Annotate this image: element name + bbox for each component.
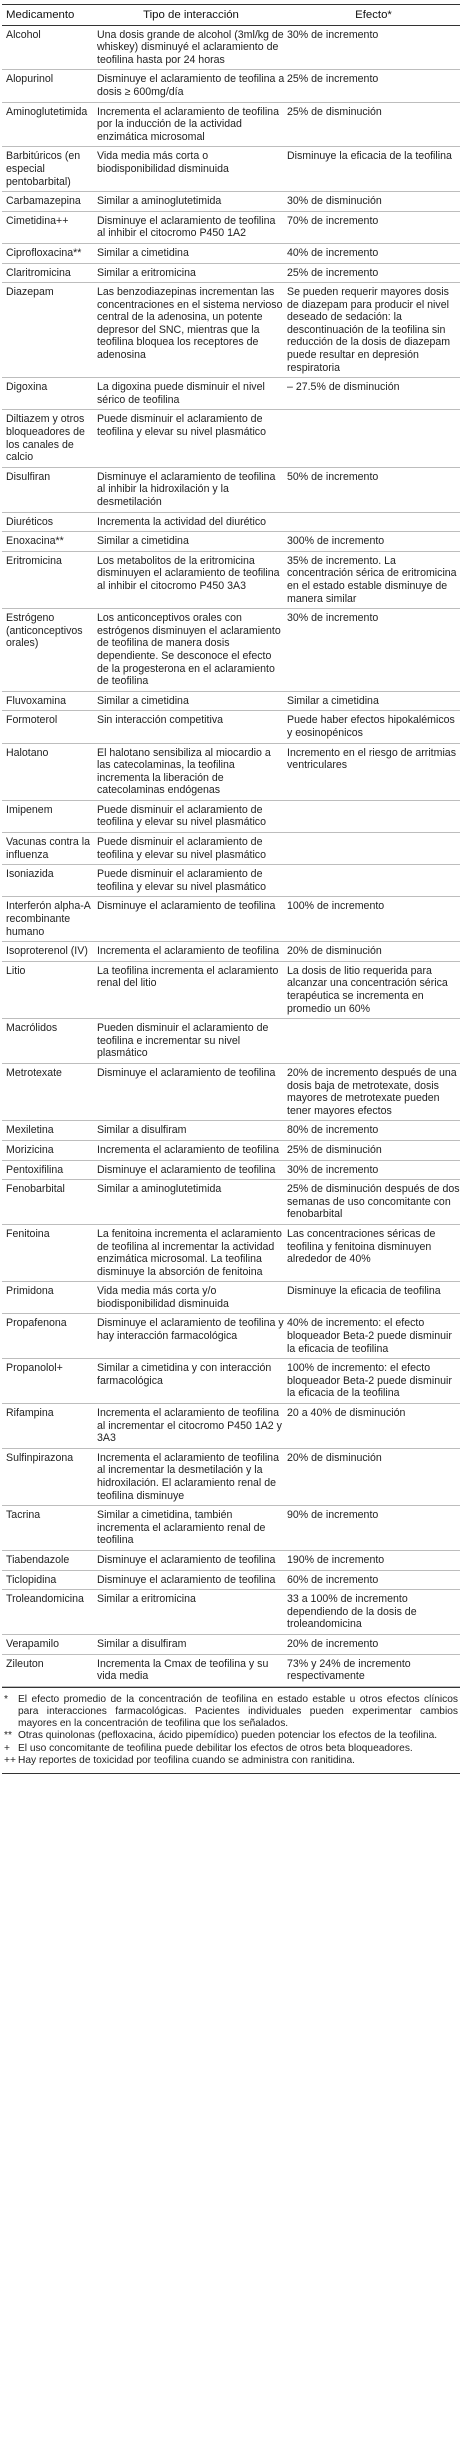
table-row [2, 1225, 460, 1282]
drug-cell: Diuréticos [6, 515, 54, 528]
table-row [2, 1635, 460, 1655]
drug-cell: Troleandomicina [6, 1593, 84, 1606]
drug-cell: Ciprofloxacina** [6, 246, 82, 259]
drug-cell: Pentoxifilina [6, 1163, 64, 1176]
effect-cell: 80% de incremento [287, 1124, 379, 1137]
table-row [2, 532, 460, 552]
interaction-cell: Puede disminuir el aclaramiento de teofilina y elevar su nivel plasmático [97, 413, 266, 439]
footnote-text: Otras quinolonas (pefloxacina, ácido pipemídico) pueden potenciar los efectos de la teofilina. [18, 1730, 438, 1742]
interaction-cell: Similar a disulfiram [97, 1124, 187, 1137]
interaction-cell: Incrementa el aclaramiento de teofilina [97, 1143, 279, 1156]
header-efecto: Efecto* [355, 9, 392, 21]
table-row [2, 1141, 460, 1161]
footnote-mark: + [4, 1742, 10, 1754]
footnotes [2, 1687, 460, 1774]
effect-cell: Incremento en el riesgo de arritmias ventriculares [287, 746, 456, 772]
effect-cell: 33 a 100% de incremento dependiendo de la dosis de troleandomicina [287, 1593, 417, 1631]
interaction-cell: Similar a disulfiram [97, 1637, 187, 1650]
table-row [2, 1282, 460, 1314]
drug-cell: Sulfinpirazona [6, 1451, 74, 1464]
interaction-table [2, 4, 460, 1774]
drug-cell: Barbitúricos (en especial pentobarbital) [6, 150, 81, 188]
effect-cell: 30% de disminución [287, 195, 382, 208]
interaction-cell: Vida media más corta o biodisponibilidad disminuida [97, 150, 229, 175]
drug-cell: Formoterol [6, 714, 58, 727]
table-row [2, 1314, 460, 1359]
interaction-cell: Incrementa el aclaramiento de teofilina al incrementar la desmetilación y la hidroxilación. El aclaramiento renal de teofilina disminuye [97, 1451, 279, 1502]
effect-cell [285, 1022, 460, 1060]
drug-cell: Vacunas contra la influenza [6, 836, 91, 861]
table-row [2, 865, 460, 897]
drug-cell: Carbamazepina [6, 195, 81, 208]
footnote [2, 1755, 460, 1767]
drug-cell: Halotano [6, 746, 49, 759]
interaction-cell: Los anticonceptivos orales con estrógenos disminuyen el aclaramiento de teofilina de manera dosis dependiente. Se desconoce el efecto de la progesterona en el aclaramiento de teofilina [97, 612, 281, 688]
table-row [2, 897, 460, 942]
table-row [2, 1506, 460, 1551]
interaction-cell: Los metabolitos de la eritromicina disminuyen el aclaramiento de teofilina al inhibir el citocromo P450 3A3 [97, 554, 280, 592]
table-row [2, 833, 460, 865]
effect-cell: 40% de incremento: el efecto bloqueador Beta-2 puede disminuir la eficacia de teofilina [287, 1317, 452, 1355]
table-row [2, 962, 460, 1019]
interaction-cell: Puede disminuir el aclaramiento de teofilina y elevar su nivel plasmático [97, 868, 266, 893]
interaction-cell: Incrementa el aclaramiento de teofilina [97, 945, 279, 958]
table-row [2, 283, 460, 378]
drug-cell: Metrotexate [6, 1066, 62, 1079]
interaction-cell: Puede disminuir el aclaramiento de teofilina y elevar su nivel plasmático [97, 836, 266, 861]
interaction-cell: Disminuye el aclaramiento de teofilina [97, 1163, 276, 1176]
table-row [2, 552, 460, 609]
effect-cell: 20% de incremento [287, 1637, 379, 1650]
table-row [2, 942, 460, 962]
effect-cell [285, 413, 460, 463]
footnote-mark: ** [4, 1730, 12, 1742]
drug-cell: Estrógeno (anticonceptivos orales) [6, 612, 83, 650]
effect-cell: 100% de incremento [287, 900, 385, 913]
interaction-cell: Pueden disminuir el aclaramiento de teofilina e incrementar su nivel plasmático [97, 1022, 269, 1060]
footnote [2, 1730, 460, 1742]
interaction-cell: Similar a eritromicina [97, 266, 196, 279]
effect-cell: 73% y 24% de incremento respectivamente [287, 1657, 411, 1683]
table-row [2, 1655, 460, 1687]
table-row [2, 801, 460, 833]
table-row [2, 70, 460, 102]
effect-cell: 90% de incremento [287, 1509, 379, 1522]
drug-cell: Interferón alpha-A recombinante humano [6, 900, 91, 938]
effect-cell: 25% de disminución [287, 105, 382, 118]
interaction-cell: Las benzodiazepinas incrementan las concentraciones en el sistema nervioso central de la adenosina, un potente depresor del SNC, mientras que la teofilina bloquea los receptores de adenosina [97, 286, 283, 362]
table-row [2, 1590, 460, 1635]
interaction-cell: La fenitoina incrementa el aclaramiento de teofilina al incrementar la actividad enzimática microsomal. La teofilina disminuye la absorción de fenitoina [97, 1227, 282, 1278]
drug-cell: Cimetidina++ [6, 214, 69, 227]
interaction-cell: Incrementa la actividad del diurético [97, 515, 267, 528]
effect-cell: Similar a cimetidina [287, 694, 379, 707]
effect-cell: 25% de disminución [287, 1143, 382, 1156]
drug-cell: Claritromicina [6, 266, 71, 279]
effect-cell: 20% de incremento después de una dosis baja de metrotexate, dosis mayores de metrotexate pueden tener mayores efectos [287, 1066, 457, 1117]
interaction-cell: Disminuye el aclaramiento de teofilina [97, 1553, 276, 1566]
effect-cell: Se pueden requerir mayores dosis de diazepam para producir el nivel deseado de sedación: la descontinuación de la teofilina sin reducción de la dosis de diazepam puede resultar en depresión respiratoria [287, 286, 451, 374]
interaction-cell: Puede disminuir el aclaramiento de teofilina y elevar su nivel plasmático [97, 803, 266, 829]
table-row [2, 609, 460, 692]
effect-cell: 20% de disminución [287, 945, 382, 958]
interaction-cell: Sin interacción competitiva [97, 714, 224, 727]
table-row [2, 711, 460, 743]
effect-cell [285, 804, 460, 829]
interaction-cell: Similar a cimetidina [97, 694, 189, 707]
drug-cell: Rifampina [6, 1407, 54, 1420]
interaction-cell: Disminuye el aclaramiento de teofilina al inhibir la hidroxilación y la desmetilación [97, 470, 276, 508]
interaction-cell: Vida media más corta y/o biodisponibilidad disminuida [97, 1285, 229, 1310]
effect-cell: 25% de incremento [287, 266, 379, 279]
table-row [2, 1019, 460, 1064]
header-tipo-interaccion: Tipo de interacción [143, 9, 239, 21]
interaction-cell: Similar a aminoglutetimida [97, 1183, 222, 1196]
drug-cell: Primidona [6, 1285, 54, 1298]
table-row [2, 1161, 460, 1181]
table-row [2, 410, 460, 467]
effect-cell: 25% de incremento [287, 73, 379, 86]
effect-cell: 30% de incremento [287, 612, 379, 625]
effect-cell: 190% de incremento [287, 1553, 385, 1566]
interaction-cell: Incrementa el aclaramiento de teofilina al incrementar el citocromo P450 1A2 y 3A3 [97, 1407, 282, 1445]
drug-cell: Eritromicina [6, 554, 62, 567]
interaction-cell: Disminuye el aclaramiento de teofilina y hay interacción farmacológica [97, 1317, 284, 1343]
interaction-cell: Incrementa la Cmax de teofilina y su vida media [97, 1657, 269, 1683]
effect-cell: – 27.5% de disminución [287, 381, 400, 394]
table-row [2, 244, 460, 264]
effect-cell: 70% de incremento [287, 214, 379, 227]
effect-cell [285, 516, 460, 529]
interaction-cell: Disminuye el aclaramiento de teofilina al inhibir el citocromo P450 1A2 [97, 214, 276, 240]
effect-cell: Puede haber efectos hipokalémicos y eosinopénicos [287, 714, 455, 739]
effect-cell [285, 868, 460, 893]
interaction-cell: Similar a cimetidina y con interacción farmacológica [97, 1362, 272, 1387]
drug-cell: Propanolol+ [6, 1362, 63, 1375]
drug-cell: Alcohol [6, 28, 41, 41]
table-row [2, 264, 460, 284]
effect-cell: 35% de incremento. La concentración sérica de eritromicina en el estado estable disminuye de manera similar [287, 554, 457, 605]
footnote-text: El uso concomitante de teofilina puede debilitar los efectos de otros beta bloqueadores. [18, 1742, 413, 1754]
drug-cell: Tacrina [6, 1509, 41, 1522]
table-body [2, 26, 460, 1687]
drug-cell: Ticlopidina [6, 1573, 57, 1586]
drug-cell: Disulfiran [6, 470, 51, 483]
footnote-mark: * [4, 1693, 8, 1705]
footnote [2, 1743, 460, 1755]
drug-cell: Diazepam [6, 286, 54, 299]
effect-cell: 40% de incremento [287, 246, 379, 259]
interaction-cell: La digoxina puede disminuir el nivel sérico de teofilina [97, 381, 265, 406]
interaction-cell: Similar a cimetidina [97, 246, 189, 259]
table-row [2, 1551, 460, 1571]
drug-cell: Isoniazida [6, 868, 54, 881]
effect-cell: 20% de disminución [287, 1451, 382, 1464]
interaction-cell: Una dosis grande de alcohol (3ml/kg de whiskey) disminuyé el aclaramiento de teofilina hasta por 24 horas [97, 28, 284, 66]
table-row [2, 1571, 460, 1591]
footnote [2, 1694, 460, 1731]
effect-cell: Disminuye la eficacia de teofilina [287, 1285, 441, 1298]
table-row [2, 468, 460, 513]
drug-cell: Imipenem [6, 803, 53, 816]
effect-cell: La dosis de litio requerida para alcanzar una concentración sérica terapéutica se incrementa en promedio un 60% [287, 964, 448, 1015]
interaction-cell: Similar a cimetidina, también incrementa el aclaramiento renal de teofilina [97, 1509, 266, 1547]
effect-cell: 100% de incremento: el efecto bloqueador Beta-2 puede disminuir la eficacia de la teofilina [287, 1362, 452, 1400]
drug-cell: Tiabendazole [6, 1553, 70, 1566]
drug-cell: Morizicina [6, 1143, 54, 1156]
effect-cell: 25% de disminución después de dos semanas de uso concomitante con fenobarbital [287, 1183, 460, 1221]
effect-cell: 30% de incremento [287, 1163, 379, 1176]
drug-cell: Macrólidos [6, 1022, 58, 1035]
interaction-cell: Disminuye el aclaramiento de teofilina [97, 1066, 276, 1079]
drug-cell: Digoxina [6, 381, 48, 394]
effect-cell: 20 a 40% de disminución [287, 1407, 406, 1420]
interaction-cell: Disminuye el aclaramiento de teofilina [97, 900, 276, 913]
table-row [2, 26, 460, 71]
effect-cell: 30% de incremento [287, 28, 379, 41]
table-row [2, 513, 460, 533]
interaction-cell: Disminuye el aclaramiento de teofilina a dosis ≥ 600mg/día [97, 73, 285, 98]
footnote-text: Hay reportes de toxicidad por teofilina cuando se administra con ranitidina. [18, 1754, 355, 1766]
drug-cell: Zileuton [6, 1657, 44, 1670]
table-row [2, 1404, 460, 1449]
table-row [2, 744, 460, 801]
table-row [2, 378, 460, 410]
header-medicamento: Medicamento [6, 9, 75, 21]
interaction-cell: El halotano sensibiliza al miocardio a las catecolaminas, la teofilina incrementa la liberación de catecolaminas endógenas [97, 746, 271, 797]
interaction-cell: La teofilina incrementa el aclaramiento renal del litio [97, 964, 279, 990]
table-row [2, 1121, 460, 1141]
effect-cell: 60% de incremento [287, 1573, 379, 1586]
effect-cell: Disminuye la eficacia de la teofilina [287, 150, 452, 163]
drug-cell: Verapamilo [6, 1637, 59, 1650]
drug-cell: Fenobarbital [6, 1183, 65, 1196]
interaction-cell: Similar a cimetidina [97, 535, 189, 548]
drug-cell: Alopurinol [6, 73, 54, 86]
drug-cell: Propafenona [6, 1317, 67, 1330]
bottom-rule [2, 1773, 460, 1774]
drug-cell: Aminoglutetimida [6, 105, 88, 118]
interaction-cell: Incrementa el aclaramiento de teofilina por la inducción de la actividad enzimática microsomal [97, 105, 279, 143]
table-row [2, 147, 460, 192]
interaction-cell: Similar a eritromicina [97, 1593, 196, 1606]
table-row [2, 192, 460, 212]
table-row [2, 103, 460, 148]
drug-cell: Mexiletina [6, 1124, 54, 1137]
drug-cell: Diltiazem y otros bloqueadores de los canales de calcio [6, 413, 85, 464]
drug-cell: Litio [6, 964, 26, 977]
drug-cell: Enoxacina** [6, 535, 64, 548]
effect-cell: 50% de incremento [287, 470, 379, 483]
effect-cell: Las concentraciones séricas de teofilina y fenitoina disminuyen alrededor de 40% [287, 1227, 436, 1266]
table-row [2, 1359, 460, 1404]
table-header [2, 5, 460, 26]
interaction-cell: Disminuye el aclaramiento de teofilina [97, 1573, 276, 1586]
table-row [2, 1064, 460, 1121]
drug-cell: Isoproterenol (IV) [6, 945, 88, 958]
effect-cell: 300% de incremento [287, 535, 385, 548]
table-row [2, 1180, 460, 1225]
table-row [2, 692, 460, 712]
table-row [2, 212, 460, 244]
effect-cell [285, 836, 460, 861]
interaction-cell: Similar a aminoglutetimida [97, 195, 222, 208]
drug-cell: Fluvoxamina [6, 694, 67, 707]
footnote-mark: ++ [4, 1754, 16, 1766]
drug-cell: Fenitoina [6, 1227, 50, 1240]
table-row [2, 1449, 460, 1506]
footnote-text: El efecto promedio de la concentración de teofilina en estado estable u otros efectos clínicos para interacciones farmacológicas. Pacientes individuales pueden experimentar cambios mayores en la concentración de teofilina que los señalados. [18, 1693, 458, 1730]
